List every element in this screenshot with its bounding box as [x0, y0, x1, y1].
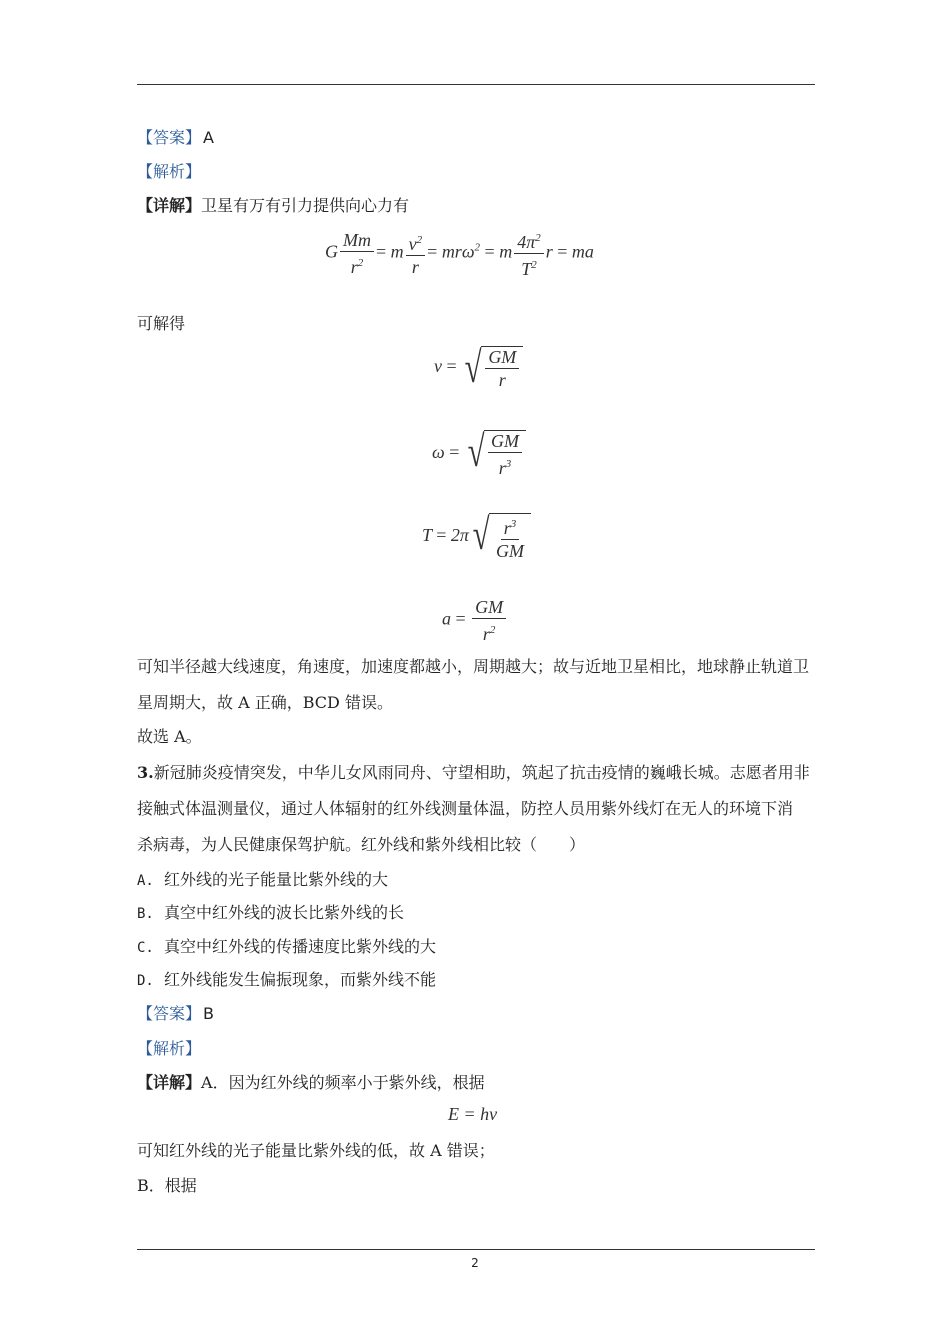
solve-line: 可解得 [137, 314, 186, 333]
analysis-line-2 [137, 1038, 201, 1060]
question-text-1: 新冠肺炎疫情突发，中华儿女风雨同舟、守望相助，筑起了抗击疫情的巍峨长城。志愿者用非 [153, 763, 810, 782]
option-label: A. [137, 873, 154, 889]
answer-line-2 [137, 1003, 214, 1025]
option-text: 红外线能发生偏振现象，而紫外线不能 [164, 970, 437, 989]
page-number: 2 [471, 1256, 479, 1270]
answer-line-1 [137, 127, 214, 149]
analysis-tag: 【解析】 [137, 162, 202, 181]
conclusion-line-1: 可知半径越大线速度，角速度，加速度都越小，周期越大；故与近地卫星相比，地球静止轨道卫 [137, 657, 810, 676]
detail-text: A．因为红外线的频率小于紫外线，根据 [201, 1073, 485, 1092]
option-c [137, 936, 436, 959]
question-number: 3. [137, 763, 154, 782]
equation-T: T = 2π √ $\frac{r^3}{GM}$ [422, 513, 531, 561]
option-text: 真空中红外线的传播速度比紫外线的大 [164, 937, 437, 956]
equation-a: a = $\frac{GM}{r^2}$ [442, 597, 508, 644]
answer-tag: 【答案】 [137, 128, 202, 147]
option-label: C. [137, 940, 154, 956]
option-text: 真空中红外线的波长比紫外线的长 [164, 903, 405, 922]
option-a [137, 869, 388, 892]
answer-letter: A [203, 128, 214, 147]
header-rule [137, 84, 815, 85]
analysis-tag: 【解析】 [137, 1039, 202, 1058]
equation-E: E = hν [448, 1104, 498, 1124]
answer-tag: 【答案】 [137, 1004, 202, 1023]
option-d [137, 969, 436, 992]
equation-omega: ω = √ $\frac{GM}{r^3}$ [432, 430, 526, 478]
b-line: B．根据 [137, 1176, 197, 1195]
conclusion-line-2: 星周期大，故 A 正确，BCD 错误。 [137, 693, 393, 712]
answer-letter: B [203, 1004, 214, 1023]
question-3-line-1 [137, 762, 810, 784]
energy-line: 可知红外线的光子能量比紫外线的低，故 A 错误； [137, 1141, 495, 1160]
option-text: 红外线的光子能量比紫外线的大 [164, 870, 389, 889]
analysis-line-1 [137, 161, 201, 183]
question-3-line-2: 接触式体温测量仪，通过人体辐射的红外线测量体温，防控人员用紫外线灯在无人的环境下消 [137, 799, 794, 818]
detail-tag: 【详解】 [137, 196, 202, 215]
option-label: B. [137, 906, 154, 922]
detail-tag: 【详解】 [137, 1073, 202, 1092]
equation-gravitation: G $\frac{Mm}{r^2}$ = m $\frac{v^2}{r}$ = mrω$^2$ = m $\frac{4\pi^2}{T^2}$ r = ma [325, 230, 594, 279]
detail-line-1 [137, 195, 409, 217]
equation-v: v = √ $\frac{GM}{r}$ [434, 346, 523, 390]
choose-line: 故选 A。 [137, 727, 202, 746]
option-b [137, 902, 404, 925]
footer-rule [137, 1249, 815, 1250]
detail-line-2 [137, 1072, 485, 1094]
detail-text: 卫星有万有引力提供向心力有 [201, 196, 410, 215]
question-3-line-3: 杀病毒，为人民健康保驾护航。红外线和紫外线相比较（ ） [137, 835, 586, 854]
option-label: D. [137, 973, 154, 989]
